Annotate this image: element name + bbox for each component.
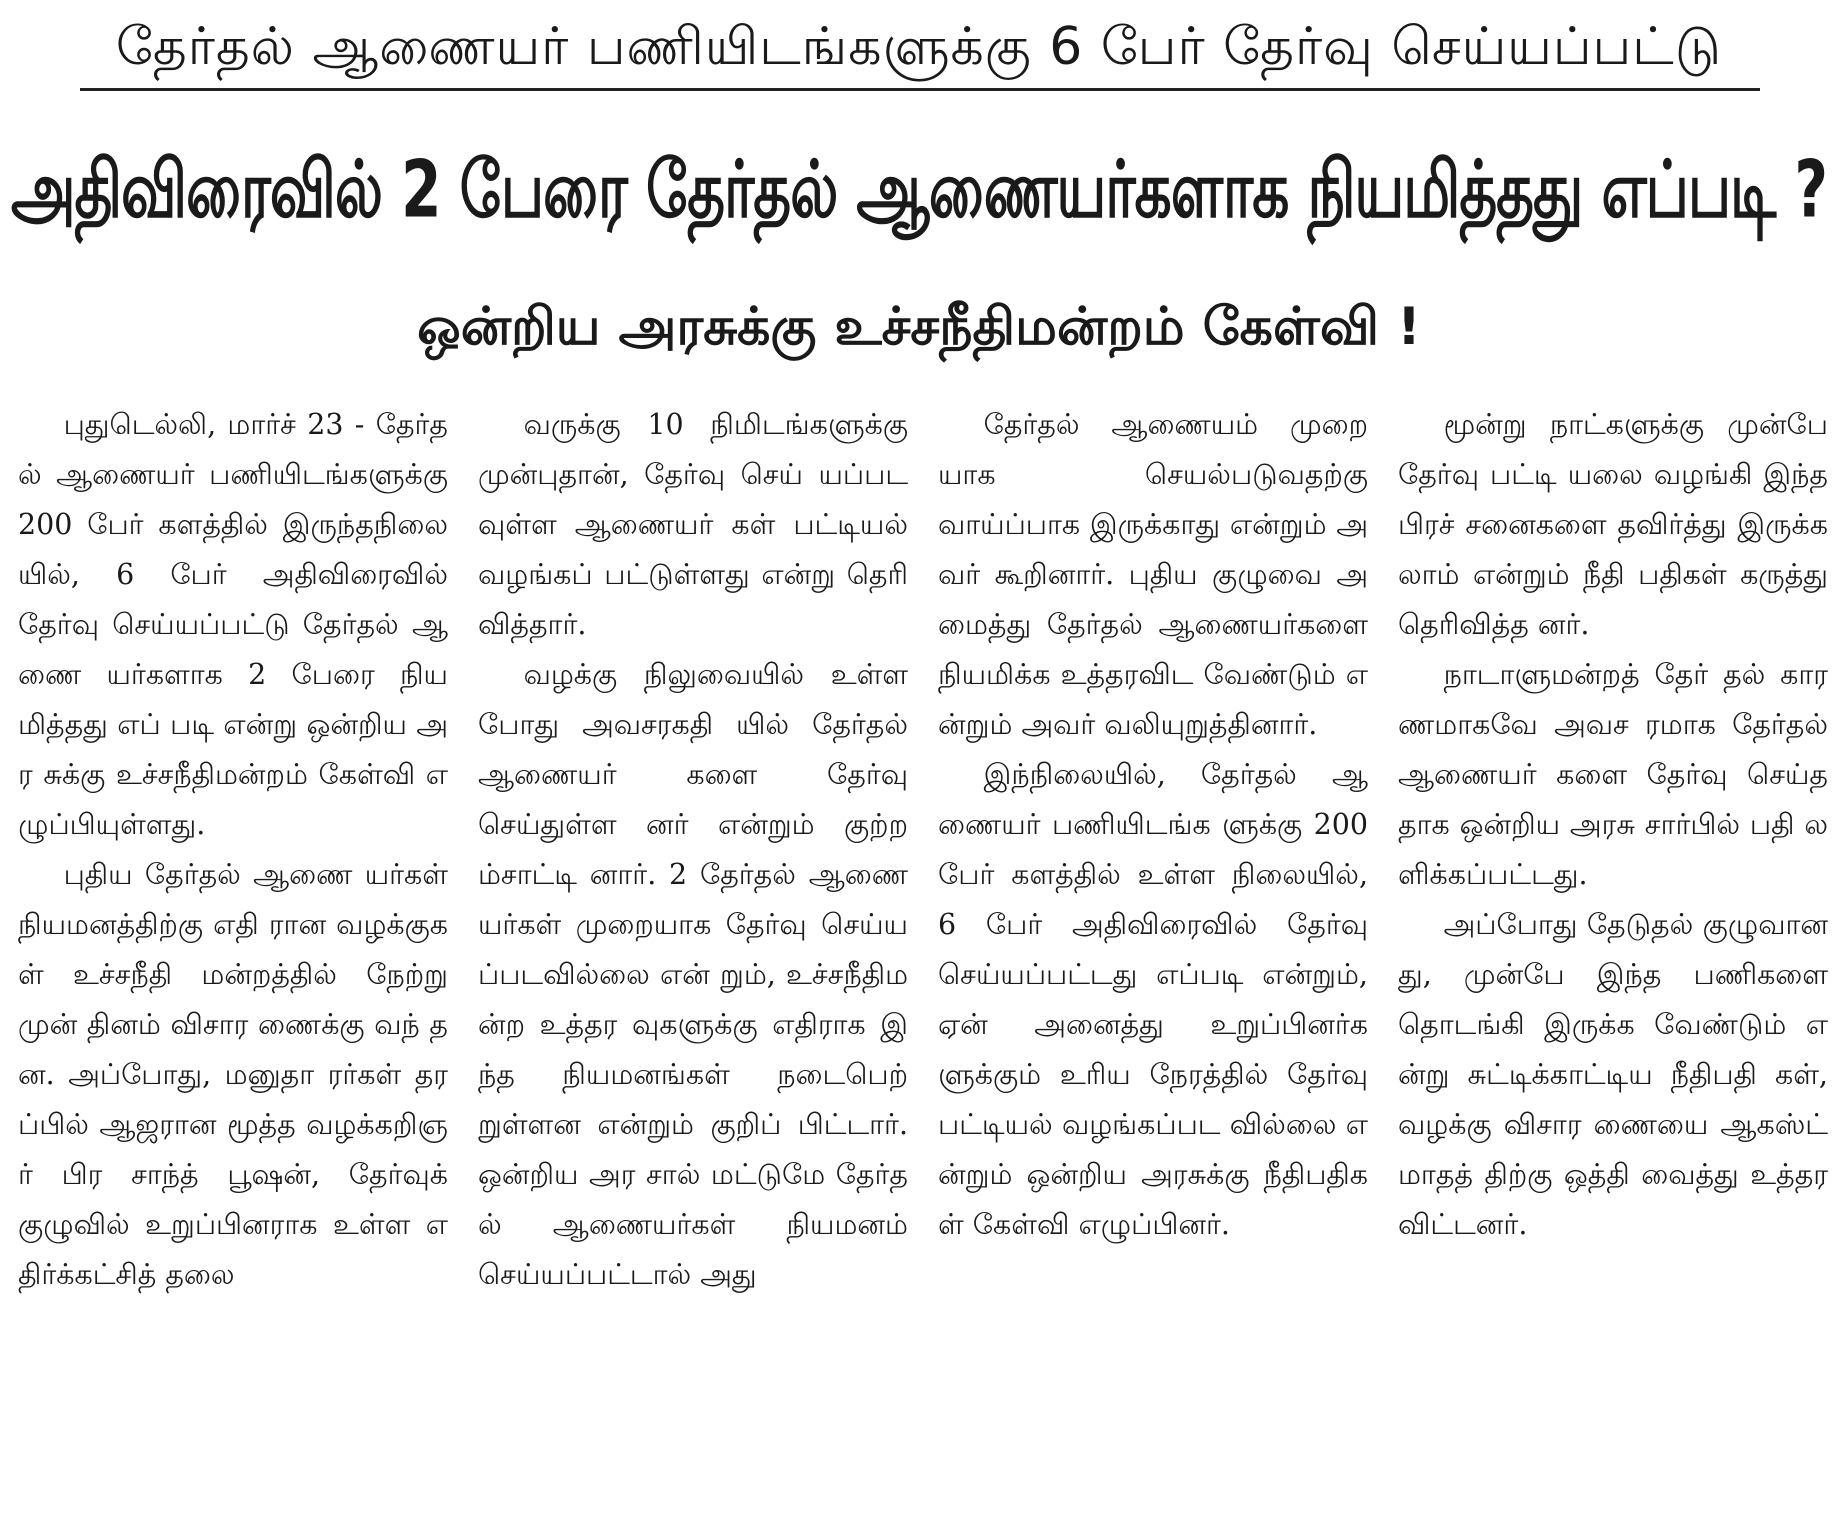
- article-paragraph: மூன்று நாட்களுக்கு முன்பே தேர்வு பட்டி யலை வழங்கி இந்த பிரச் சனைகளை தவிர்த்து இருக்கலாம் என்றும் நீதி பதிகள் கருத்து தெரிவித்த னர்.: [1398, 408, 1828, 641]
- article-column-4: [1398, 400, 1828, 1520]
- article-paragraph: வருக்கு 10 நிமிடங்களுக்கு முன்புதான், தேர்வு செய் யப்படவுள்ள ஆணையர் கள் பட்டியல் வழங்கப் பட்டுள்ளது என்று தெரி வித்தார்.: [478, 408, 908, 641]
- article-paragraph: புதுடெல்லி, மார்ச் 23 - தேர்தல் ஆணையர் பணியிடங்களுக்கு 200 பேர் களத்தில் இருந்தநிலை யில், 6 பேர் அதிவிரைவில் தேர்வு செய்யப்பட்டு தேர்தல் ஆணை யர்களாக 2 பேரை நியமித்தது எப் படி என்று ஒன்றிய அர சுக்கு உச்சநீதிமன்றம் கேள்வி எழுப்பியுள்ளது.: [18, 408, 448, 841]
- article-paragraph: புதிய தேர்தல் ஆணை யர்கள் நியமனத்திற்கு எதி ரான வழக்குகள் உச்சநீதி மன்றத்தில் நேற்று முன் தினம் விசார ணைக்கு வந் தன. அப்போது, மனுதா ரர்கள் தரப்பில் ஆஜரான மூத்த வழக்கறிஞர் பிர சாந்த் பூஷன், தேர்வுக் குழுவில் உறுப்பினராக உள்ள எதிர்க்கட்சித் தலை: [18, 858, 448, 1291]
- article-paragraph: வழக்கு நிலுவையில் உள்ளபோது அவசரகதி யில் தேர்தல் ஆணையர் களை தேர்வு செய்துள்ள னர் என்றும் குற்றம்சாட்டி னார். 2 தேர்தல் ஆணை யர்கள் முறையாக தேர்வு செய்யப்படவில்லை என் றும், உச்சநீதிமன்ற உத்தர வுகளுக்கு எதிராக இந்த நியமனங்கள் நடைபெற் றுள்ளன என்றும் குறிப் பிட்டார். ஒன்றிய அர சால் மட்டுமே தேர்தல் ஆணையர்கள் நியமனம் செய்யப்பட்டால் அது: [478, 658, 908, 1291]
- article-column-3: [938, 400, 1368, 1520]
- article-paragraph: இந்நிலையில், தேர்தல் ஆணையர் பணியிடங்க ளுக்கு 200 பேர் களத்தில் உள்ள நிலையில், 6 பேர் அதிவிரைவில் தேர்வு செய்யப்பட்டது எப்படி என்றும், ஏன் அனைத்து உறுப்பினர்களுக்கும் உரிய நேரத்தில் தேர்வு பட்டியல் வழங்கப்பட வில்லை என்றும் ஒன்றிய அரசுக்கு நீதிபதிகள் கேள்வி எழுப்பினர்.: [938, 758, 1368, 1241]
- article-column-1: [18, 400, 448, 1520]
- article-paragraph: நாடாளுமன்றத் தேர் தல் காரணமாகவே அவச ரமாக தேர்தல் ஆணையர் களை தேர்வு செய்த தாக ஒன்றிய அரசு சார்பில் பதி லளிக்கப்பட்டது.: [1398, 658, 1828, 891]
- article-paragraph: அப்போது தேடுதல் குழுவானது, முன்பே இந்த பணிகளை தொடங்கி இருக்க வேண்டும் என்று சுட்டிக்காட்டிய நீதிபதி கள், வழக்கு விசார ணையை ஆகஸ்ட் மாதத் திற்கு ஒத்தி வைத்து உத்தர விட்டனர்.: [1398, 908, 1828, 1241]
- sub-headline: ஒன்றிய அரசுக்கு உச்சநீதிமன்றம் கேள்வி !: [417, 296, 1421, 357]
- main-headline: அதிவிரைவில் 2 பேரை தேர்தல் ஆணையர்களாக நியமித்தது எப்படி ?: [10, 143, 1828, 236]
- kicker-headline: தேர்தல் ஆணையர் பணியிடங்களுக்கு 6 பேர் தேர்வு செய்யப்பட்டு: [115, 16, 1723, 77]
- article-body: [18, 400, 1828, 1520]
- article-paragraph: தேர்தல் ஆணையம் முறை யாக செயல்படுவதற்கு வாய்ப்பாக இருக்காது என்றும் அவர் கூறினார். புதிய குழுவை அமைத்து தேர்தல் ஆணையர்களை நியமிக்க உத்தரவிட வேண்டும் என்றும் அவர் வலியுறுத்தினார்.: [938, 408, 1368, 741]
- article-column-2: [478, 400, 908, 1520]
